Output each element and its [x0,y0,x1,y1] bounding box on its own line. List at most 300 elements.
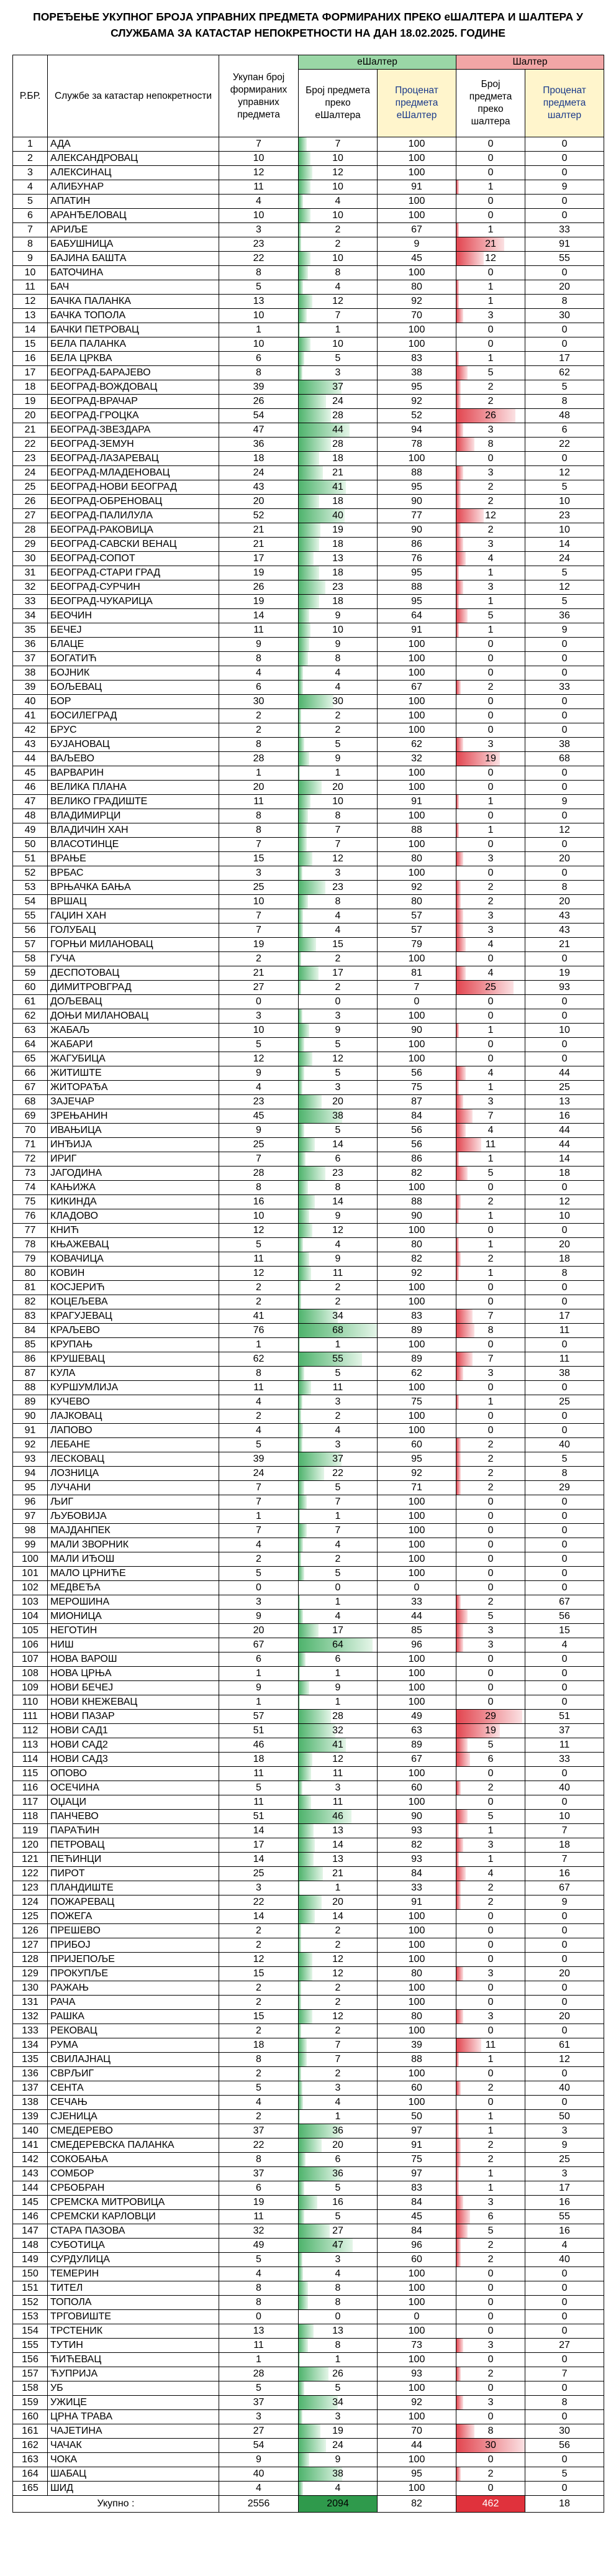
total-count: 19 [219,566,299,580]
eshalter-count-value: 9 [335,1254,341,1264]
table-row [13,1810,604,1824]
eshalter-bar [299,2153,306,2166]
shalter-count [456,438,525,452]
eshalter-bar [299,1781,302,1795]
eshalter-bar [299,2381,304,2395]
eshalter-bar [299,1510,300,1523]
shalter-count-value: 0 [487,1339,494,1350]
total-count: 14 [219,609,299,623]
service-name: ЖИТОРАЂА [48,1081,219,1095]
row-number: 47 [13,795,48,809]
eshalter-count-value: 5 [335,1368,341,1378]
shalter-percent: 25 [525,1081,604,1095]
eshalter-count-value: 41 [332,482,343,492]
table-row [13,709,604,723]
eshalter-count-value: 5 [335,353,341,364]
table-row [13,1452,604,1467]
eshalter-count-value: 2 [335,725,341,735]
table-row [13,280,604,295]
shalter-percent: 29 [525,1481,604,1495]
eshalter-percent: 100 [378,1981,456,1996]
shalter-count [456,1381,525,1395]
shalter-percent: 18 [525,1252,604,1267]
eshalter-count-value: 1 [335,2111,341,2122]
shalter-count-value: 2 [487,2254,494,2265]
eshalter-count [299,1981,378,1996]
shalter-count-value: 5 [487,2225,494,2236]
shalter-percent: 18 [525,1167,604,1181]
shalter-count [456,2281,525,2296]
row-number: 161 [13,2424,48,2439]
shalter-count [456,2367,525,2381]
eshalter-bar [299,1367,304,1380]
row-number: 104 [13,1610,48,1624]
eshalter-count-value: 2 [335,2068,341,2079]
table-row [13,1652,604,1667]
eshalter-count-value: 8 [335,2283,341,2293]
eshalter-bar [299,1152,306,1166]
shalter-percent: 0 [525,266,604,280]
row-number: 134 [13,2038,48,2053]
eshalter-percent: 90 [378,495,456,509]
shalter-percent: 3 [525,2124,604,2138]
eshalter-count [299,1024,378,1038]
total-count: 1 [219,323,299,337]
eshalter-bar [299,1224,312,1237]
shalter-bar [456,1324,474,1337]
eshalter-count-value: 2 [335,2025,341,2036]
shalter-count-value: 1 [487,825,494,835]
eshalter-count-value: 34 [332,1311,343,1321]
eshalter-bar [299,1281,301,1295]
eshalter-count [299,2410,378,2424]
shalter-count [456,595,525,609]
eshalter-bar [299,2053,307,2066]
row-number: 164 [13,2467,48,2482]
eshalter-count-value: 30 [332,696,343,707]
service-name: БОЉЕВАЦ [48,681,219,695]
eshalter-count [299,266,378,280]
table-row [13,895,604,909]
service-name: МАЛИ ЗВОРНИК [48,1538,219,1552]
total-count: 2 [219,2067,299,2081]
eshalter-count [299,2381,378,2396]
eshalter-count [299,2224,378,2239]
total-count: 11 [219,2210,299,2224]
shalter-count [456,952,525,966]
service-name: ЛЕСКОВАЦ [48,1452,219,1467]
total-count: 14 [219,1910,299,1924]
table-row [13,609,604,623]
eshalter-bar [299,1252,309,1266]
shalter-count [456,1638,525,1652]
row-number: 116 [13,1781,48,1795]
total-count: 16 [219,1195,299,1209]
shalter-percent: 67 [525,1595,604,1610]
eshalter-count [299,1224,378,1238]
shalter-count [456,395,525,409]
eshalter-percent: 89 [378,1324,456,1338]
row-number: 49 [13,823,48,838]
shalter-bar [456,280,459,294]
shalter-count [456,1695,525,1710]
shalter-count [456,409,525,423]
row-number: 17 [13,366,48,380]
eshalter-percent: 100 [378,1338,456,1352]
eshalter-count-value: 20 [332,1897,343,1907]
eshalter-bar [299,1338,300,1352]
eshalter-percent: 67 [378,223,456,237]
shalter-count-value: 1 [487,2125,494,2136]
shalter-count-value: 2 [487,1468,494,1478]
total-count: 1 [219,2353,299,2367]
total-count: 54 [219,2439,299,2453]
eshalter-percent: 100 [378,1052,456,1066]
row-number: 1 [13,137,48,152]
shalter-count [456,2010,525,2024]
eshalter-percent: 100 [378,195,456,209]
shalter-count-value: 30 [485,2440,496,2450]
eshalter-percent: 100 [378,1281,456,1295]
eshalter-count-value: 7 [335,825,341,835]
service-name: ГОЛУБАЦ [48,924,219,938]
eshalter-count [299,924,378,938]
row-number: 137 [13,2081,48,2096]
shalter-count [456,466,525,480]
service-name: БЕОГРАД-СУРЧИН [48,580,219,595]
table-row [13,823,604,838]
shalter-bar [456,566,459,580]
service-name: ПРИЈЕПОЉЕ [48,1953,219,1967]
eshalter-count [299,1181,378,1195]
table-row [13,1252,604,1267]
total-count: 15 [219,1967,299,1981]
eshalter-percent: 92 [378,1267,456,1281]
eshalter-percent: 93 [378,2367,456,2381]
shalter-count [456,924,525,938]
eshalter-bar [299,881,325,894]
shalter-bar [456,2424,474,2438]
eshalter-count [299,1195,378,1209]
shalter-percent: 61 [525,2038,604,2053]
total-count: 15 [219,852,299,866]
eshalter-percent: 80 [378,1238,456,1252]
table-row [13,1981,604,1996]
eshalter-count [299,1524,378,1538]
eshalter-bar [299,1267,311,1280]
service-name: ЉИГ [48,1495,219,1510]
shalter-count-value: 2 [487,1439,494,1450]
eshalter-count [299,1824,378,1838]
eshalter-count [299,466,378,480]
shalter-count-value: 2 [487,896,494,907]
row-number: 36 [13,638,48,652]
service-name: ГАЏИН ХАН [48,909,219,924]
eshalter-percent: 49 [378,1710,456,1724]
eshalter-count [299,2253,378,2267]
eshalter-bar [299,2038,307,2052]
shalter-count-value: 5 [487,367,494,378]
shalter-count [456,2110,525,2124]
eshalter-count-value: 11 [332,1768,343,1779]
shalter-count [456,1853,525,1867]
eshalter-percent: 84 [378,1867,456,1881]
table-row [13,395,604,409]
eshalter-bar [299,1567,304,1580]
shalter-count [456,1281,525,1295]
shalter-count-value: 2 [487,1254,494,1264]
shalter-count [456,2096,525,2110]
shalter-count [456,1824,525,1838]
total-count: 39 [219,380,299,395]
shalter-count-value: 3 [487,467,494,478]
eshalter-bar [299,223,301,237]
row-number: 133 [13,2024,48,2038]
service-name: ВРАЊЕ [48,852,219,866]
shalter-count-value: 0 [487,2354,494,2365]
table-row [13,466,604,480]
shalter-bar [456,1610,468,1623]
shalter-bar [456,1810,468,1823]
shalter-bar [456,1252,461,1266]
service-name: ТЕМЕРИН [48,2267,219,2281]
eshalter-percent: 91 [378,623,456,638]
shalter-count [456,1867,525,1881]
header-total: Укупан број формираних управних предмета [219,55,299,137]
shalter-count [456,1252,525,1267]
row-number: 141 [13,2138,48,2153]
shalter-count-value: 0 [487,1011,494,1021]
total-count: 51 [219,1724,299,1738]
shalter-count-value: 2 [487,496,494,506]
row-number: 113 [13,1738,48,1753]
total-count: 13 [219,295,299,309]
table-row [13,1767,604,1781]
row-number: 28 [13,523,48,538]
shalter-count [456,781,525,795]
eshalter-count [299,1638,378,1652]
shalter-bar [456,2053,459,2066]
shalter-count-value: 0 [487,2311,494,2322]
total-count: 41 [219,1309,299,1324]
table-row [13,337,604,352]
eshalter-count [299,380,378,395]
shalter-percent: 23 [525,509,604,523]
eshalter-bar [299,580,325,594]
total-count: 5 [219,1438,299,1452]
eshalter-bar [299,152,310,165]
total-count: 45 [219,1109,299,1124]
eshalter-count-value: 5 [335,1068,341,1078]
total-count: 1 [219,766,299,781]
service-name: СЕЧАЊ [48,2096,219,2110]
shalter-percent: 0 [525,1338,604,1352]
row-number: 143 [13,2167,48,2181]
shalter-count [456,938,525,952]
total-count: 27 [219,981,299,995]
total-count: 5 [219,2253,299,2267]
service-name: ВЕЛИКО ГРАДИШТЕ [48,795,219,809]
table-row [13,1267,604,1281]
shalter-count-value: 1 [487,625,494,635]
shalter-count [456,1066,525,1081]
row-number: 59 [13,966,48,981]
table-row [13,681,604,695]
eshalter-count [299,1438,378,1452]
row-number: 50 [13,838,48,852]
eshalter-percent: 90 [378,1810,456,1824]
table-row [13,2153,604,2167]
service-name: ПЕТРОВАЦ [48,1838,219,1853]
totals-es: 2094 [299,2496,378,2513]
shalter-count-value: 2 [487,882,494,892]
shalter-count [456,2153,525,2167]
total-count: 4 [219,1424,299,1438]
total-count: 10 [219,152,299,166]
shalter-percent: 0 [525,323,604,337]
eshalter-count [299,1495,378,1510]
shalter-percent: 67 [525,1881,604,1895]
shalter-percent: 0 [525,1681,604,1695]
shalter-count-value: 7 [487,1311,494,1321]
shalter-percent: 0 [525,2381,604,2396]
eshalter-percent: 100 [378,1695,456,1710]
shalter-percent: 0 [525,1652,604,1667]
eshalter-count [299,580,378,595]
eshalter-count-value: 2 [335,1554,341,1564]
eshalter-bar [299,1953,312,1966]
eshalter-bar [299,523,320,537]
eshalter-percent: 75 [378,1081,456,1095]
eshalter-count [299,552,378,566]
eshalter-count [299,1581,378,1595]
eshalter-bar [299,1524,307,1538]
table-row [13,1209,604,1224]
service-name: МИОНИЦА [48,1610,219,1624]
eshalter-count [299,2067,378,2081]
shalter-bar [456,2396,463,2409]
service-name: ВЛАДИМИРЦИ [48,809,219,823]
row-number: 93 [13,1452,48,1467]
row-number: 124 [13,1895,48,1910]
row-number: 99 [13,1538,48,1552]
shalter-bar [456,580,463,594]
row-number: 118 [13,1810,48,1824]
eshalter-count [299,495,378,509]
total-count: 2 [219,1409,299,1424]
shalter-count-value: 3 [487,1625,494,1636]
eshalter-count [299,1667,378,1681]
service-name: АЛЕКСАНДРОВАЦ [48,152,219,166]
row-number: 73 [13,1167,48,1181]
row-number: 22 [13,438,48,452]
total-count: 51 [219,1810,299,1824]
row-number: 117 [13,1795,48,1810]
row-number: 158 [13,2381,48,2396]
total-count: 1 [219,1667,299,1681]
eshalter-count-value: 13 [332,2326,343,2336]
eshalter-count-value: 6 [335,1153,341,1164]
eshalter-count [299,1510,378,1524]
row-number: 163 [13,2453,48,2467]
total-count: 8 [219,2296,299,2310]
shalter-count-value: 12 [485,253,496,264]
totals-sh-percent: 18 [525,2496,604,2513]
shalter-count-value: 1 [487,282,494,292]
row-number: 102 [13,1581,48,1595]
service-name: КРАЉЕВО [48,1324,219,1338]
shalter-count-value: 0 [487,1053,494,1064]
eshalter-percent: 95 [378,595,456,609]
eshalter-percent: 96 [378,2239,456,2253]
shalter-count [456,1267,525,1281]
total-count: 20 [219,495,299,509]
shalter-percent: 0 [525,1938,604,1953]
eshalter-percent: 60 [378,2081,456,2096]
service-name: РАЧА [48,1996,219,2010]
eshalter-count-value: 44 [332,424,343,435]
shalter-count-value: 1 [487,1825,494,1836]
total-count: 19 [219,595,299,609]
shalter-count-value: 2 [487,2468,494,2479]
shalter-percent: 14 [525,538,604,552]
shalter-bar [456,2253,461,2267]
eshalter-count-value: 4 [335,1611,341,1621]
shalter-percent: 30 [525,2424,604,2439]
eshalter-percent: 100 [378,952,456,966]
eshalter-bar [299,738,304,751]
eshalter-count-value: 2 [335,1982,341,1993]
shalter-percent: 0 [525,995,604,1009]
shalter-count-value: 0 [487,1525,494,1536]
eshalter-bar [299,2224,330,2238]
row-number: 33 [13,595,48,609]
row-number: 39 [13,681,48,695]
eshalter-count-value: 9 [335,2454,341,2465]
shalter-count [456,566,525,580]
total-count: 7 [219,1524,299,1538]
total-count: 10 [219,1209,299,1224]
total-count: 6 [219,681,299,695]
total-count: 10 [219,895,299,909]
total-count: 8 [219,2053,299,2067]
shalter-percent: 40 [525,2081,604,2096]
service-name: БАЧКА ПАЛАНКА [48,295,219,309]
shalter-percent: 22 [525,438,604,452]
shalter-percent: 8 [525,1467,604,1481]
eshalter-count-value: 22 [332,1468,343,1478]
row-number: 32 [13,580,48,595]
service-name: РЕКОВАЦ [48,2024,219,2038]
eshalter-count [299,1724,378,1738]
eshalter-bar [299,352,304,365]
service-name: АПАТИН [48,195,219,209]
shalter-count [456,480,525,495]
shalter-percent: 0 [525,2482,604,2496]
eshalter-count-value: 20 [332,1096,343,1107]
eshalter-count [299,1324,378,1338]
service-name: ДОЊИ МИЛАНОВАЦ [48,1009,219,1024]
shalter-count [456,1738,525,1753]
eshalter-count [299,2138,378,2153]
eshalter-percent: 67 [378,681,456,695]
eshalter-bar [299,938,316,951]
eshalter-count [299,1710,378,1724]
eshalter-bar [299,852,312,866]
shalter-count-value: 1 [487,1854,494,1864]
shalter-percent: 37 [525,1724,604,1738]
row-number: 79 [13,1252,48,1267]
